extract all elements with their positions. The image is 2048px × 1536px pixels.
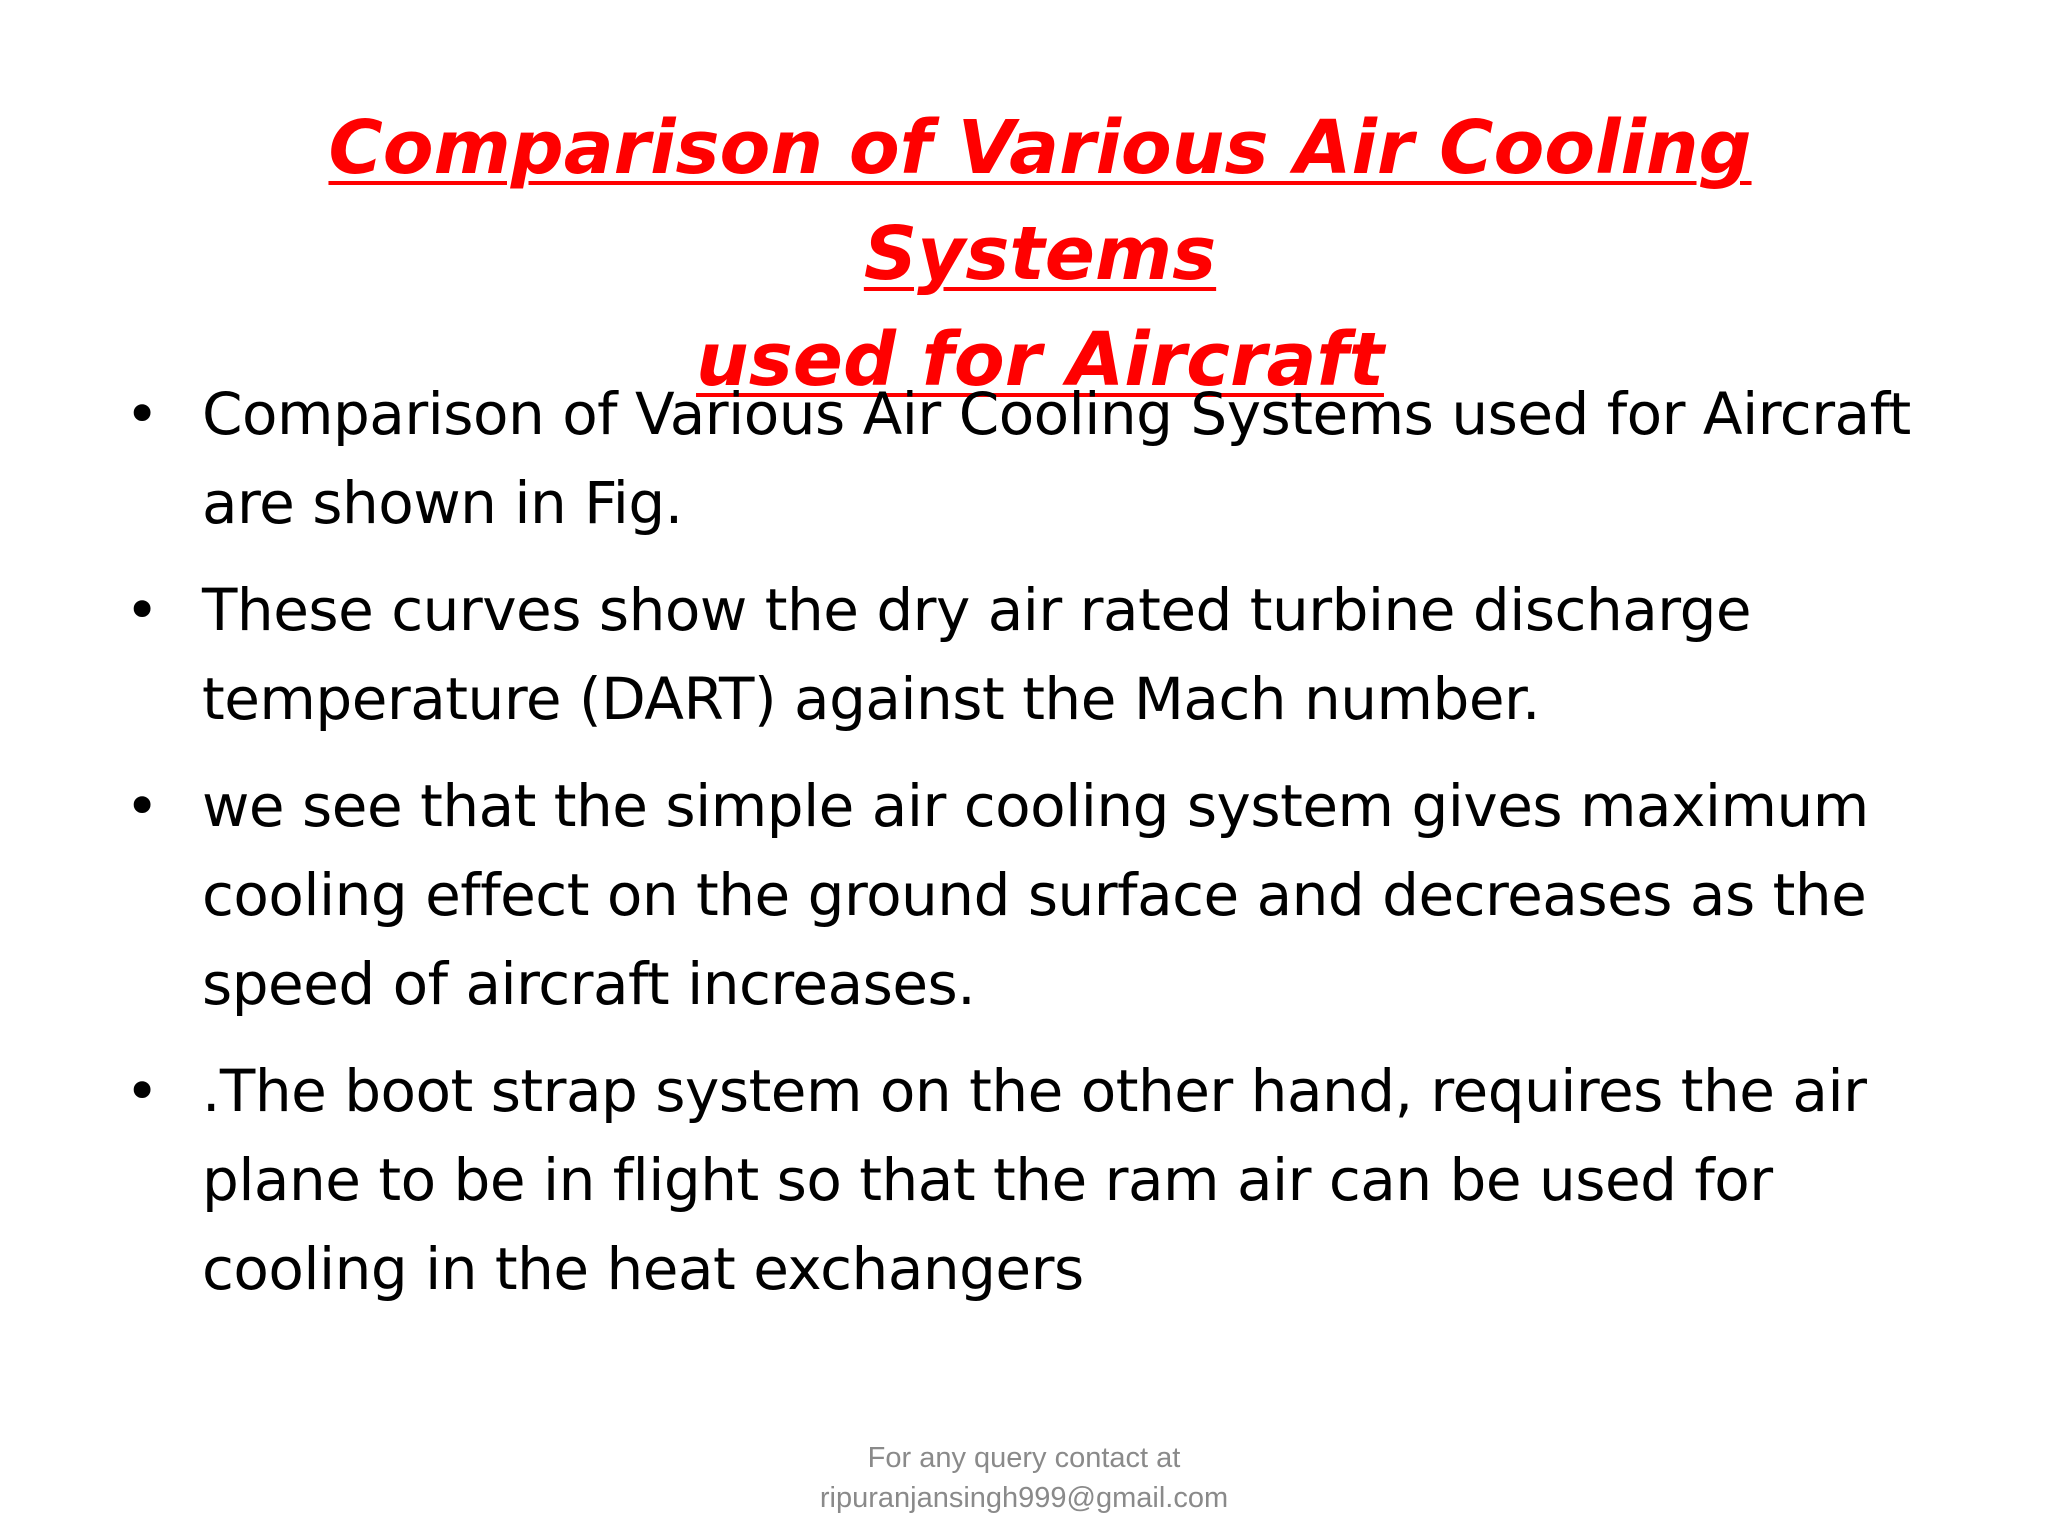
bullet-dot-icon: • bbox=[125, 772, 159, 840]
bullet-item bbox=[120, 1047, 1980, 1314]
footer-email: ripuranjansingh999@gmail.com bbox=[819, 1482, 1229, 1514]
footer-line-1: For any query contact at bbox=[867, 1442, 1181, 1474]
bullet-text: we see that the simple air cooling system gives maximum cooling effect on the ground surface and decreases as the speed of aircraft increases. bbox=[202, 772, 1869, 1018]
slide-title bbox=[180, 95, 1900, 413]
bullet-dot-icon: • bbox=[125, 380, 159, 448]
bullet-text: These curves show the dry air rated turbine discharge temperature (DART) against the Mach number. bbox=[202, 576, 1752, 733]
slide-title-line-1: Comparison of Various Air Cooling Systems bbox=[328, 105, 1752, 297]
bullet-list bbox=[120, 370, 1980, 1332]
bullet-dot-icon: • bbox=[125, 1057, 159, 1125]
bullet-item bbox=[120, 566, 1980, 744]
bullet-dot-icon: • bbox=[125, 576, 159, 644]
bullet-item bbox=[120, 762, 1980, 1029]
footer-contact bbox=[624, 1438, 1424, 1518]
bullet-text: Comparison of Various Air Cooling Systems used for Aircraft are shown in Fig. bbox=[202, 380, 1911, 537]
bullet-text: .The boot strap system on the other hand, requires the air plane to be in flight so that the ram air can be used for cooling in the heat exchangers bbox=[202, 1057, 1867, 1303]
slide-title-line-2: used for Aircraft bbox=[696, 317, 1384, 403]
bullet-item bbox=[120, 370, 1980, 548]
